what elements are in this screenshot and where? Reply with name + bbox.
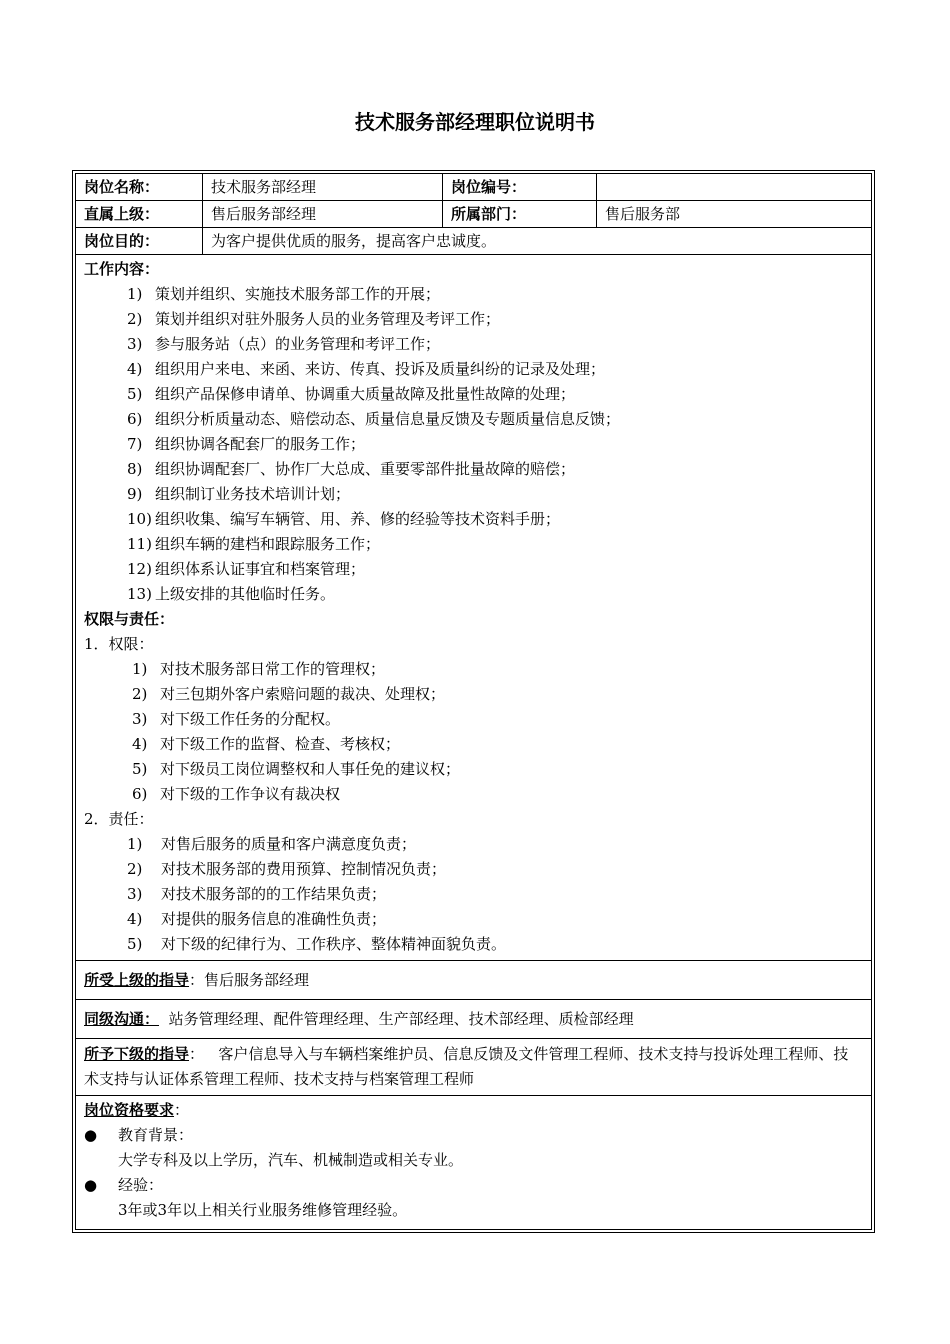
header-row-2 (76, 201, 871, 228)
peer-label: 同级沟通： (84, 1010, 160, 1028)
duty-item: 1) 对售后服务的质量和客户满意度负责； (127, 835, 417, 853)
duty-item: 2) 对技术服务部的费用预算、控制情况负责； (127, 860, 447, 878)
work-item: 12) 组织体系认证事宜和档案管理； (127, 560, 366, 578)
authority-item: 4) 对下级工作的监督、检查、考核权； (132, 735, 401, 753)
rights-heading: 权限与责任： (84, 610, 175, 628)
work-item: 8) 组织协调配套厂、协作厂大总成、重要零部件批量故障的赔偿； (127, 460, 576, 478)
guidance-row: 所受上级的指导：售后服务部经理 (76, 961, 871, 1000)
work-item: 3) 参与服务站（点）的业务管理和考评工作； (127, 335, 441, 353)
work-item: 11) 组织车辆的建档和跟踪服务工作； (127, 535, 381, 553)
work-item: 9) 组织制订业务技术培训计划； (127, 485, 351, 503)
qualification-section (76, 1096, 871, 1229)
purpose-value: 为客户提供优质的服务，提高客户忠诚度。 (202, 228, 871, 254)
work-item: 6) 组织分析质量动态、赔偿动态、质量信息量反馈及专题质量信息反馈； (127, 410, 621, 428)
work-item: 2) 策划并组织对驻外服务人员的业务管理及考评工作； (127, 310, 501, 328)
work-heading: 工作内容： (84, 260, 160, 278)
guidance-label: 所受上级的指导 (84, 971, 190, 989)
superior-value: 售后服务部经理 (202, 201, 442, 227)
authority-item: 3) 对下级工作任务的分配权。 (132, 710, 341, 728)
duty-item: 5) 对下级的纪律行为、工作秩序、整体精神面貌负责。 (127, 935, 507, 953)
work-item: 1) 策划并组织、实施技术服务部工作的开展； (127, 285, 441, 303)
work-item: 5) 组织产品保修申请单、协调重大质量故障及批量性故障的处理； (127, 385, 576, 403)
header-row-1 (76, 174, 871, 201)
subordinate-row: 所予下级的指导： 客户信息导入与车辆档案维护员、信息反馈及文件管理工程师、技术支持与投诉处理工程师、技术支持与认证体系管理工程师、技术支持与档案管理工程师 (76, 1039, 871, 1096)
position-no-label: 岗位编号： (442, 174, 596, 200)
authority-item: 2) 对三包期外客户索赔问题的裁决、处理权； (132, 685, 446, 703)
peer-value: 站务管理经理、配件管理经理、生产部经理、技术部经理、质检部经理 (168, 1010, 634, 1028)
responsibilities-section (76, 255, 871, 961)
bullet-icon: ● (84, 1176, 98, 1194)
authority-item: 5) 对下级员工岗位调整权和人事任免的建议权； (132, 760, 461, 778)
authority-heading: 1．权限： (84, 635, 154, 653)
position-no-value (596, 174, 871, 200)
work-item: 7) 组织协调各配套厂的服务工作； (127, 435, 366, 453)
experience-text: 3年或3年以上相关行业服务维修管理经验。 (118, 1201, 408, 1219)
header-row-3 (76, 228, 871, 255)
authority-item: 1) 对技术服务部日常工作的管理权； (132, 660, 386, 678)
position-name-value: 技术服务部经理 (202, 174, 442, 200)
bullet-icon: ● (84, 1126, 98, 1144)
purpose-label: 岗位目的： (84, 232, 160, 250)
education-heading: ● 教育背景： (84, 1123, 863, 1148)
superior-label: 直属上级： (84, 205, 160, 223)
experience-heading: ● 经验： (84, 1173, 863, 1198)
work-item: 4) 组织用户来电、来函、来访、传真、投诉及质量纠纷的记录及处理； (127, 360, 606, 378)
subordinate-value: 客户信息导入与车辆档案维护员、信息反馈及文件管理工程师、技术支持与投诉处理工程师、技术支持与认证体系管理工程师、技术支持与档案管理工程师 (84, 1045, 849, 1088)
education-text: 大学专科及以上学历，汽车、机械制造或相关专业。 (118, 1151, 464, 1169)
duty-item: 3) 对技术服务部的的工作结果负责； (127, 885, 387, 903)
department-value: 售后服务部 (596, 201, 871, 227)
department-label: 所属部门： (442, 201, 596, 227)
guidance-value: 售后服务部经理 (204, 971, 310, 989)
peer-row (76, 1000, 871, 1039)
duty-item: 4) 对提供的服务信息的准确性负责； (127, 910, 387, 928)
authority-item: 6) 对下级的工作争议有裁决权 (132, 785, 341, 803)
duty-heading: 2．责任： (84, 810, 154, 828)
position-name-label: 岗位名称： (84, 178, 160, 196)
subordinate-label: 所予下级的指导 (84, 1045, 190, 1063)
job-description-table (72, 170, 875, 1233)
work-item: 10) 组织收集、编写车辆管、用、养、修的经验等技术资料手册； (127, 510, 561, 528)
work-item: 13) 上级安排的其他临时任务。 (127, 585, 336, 603)
page-title: 技术服务部经理职位说明书 (355, 110, 595, 134)
qualification-heading: 岗位资格要求： (84, 1101, 190, 1119)
